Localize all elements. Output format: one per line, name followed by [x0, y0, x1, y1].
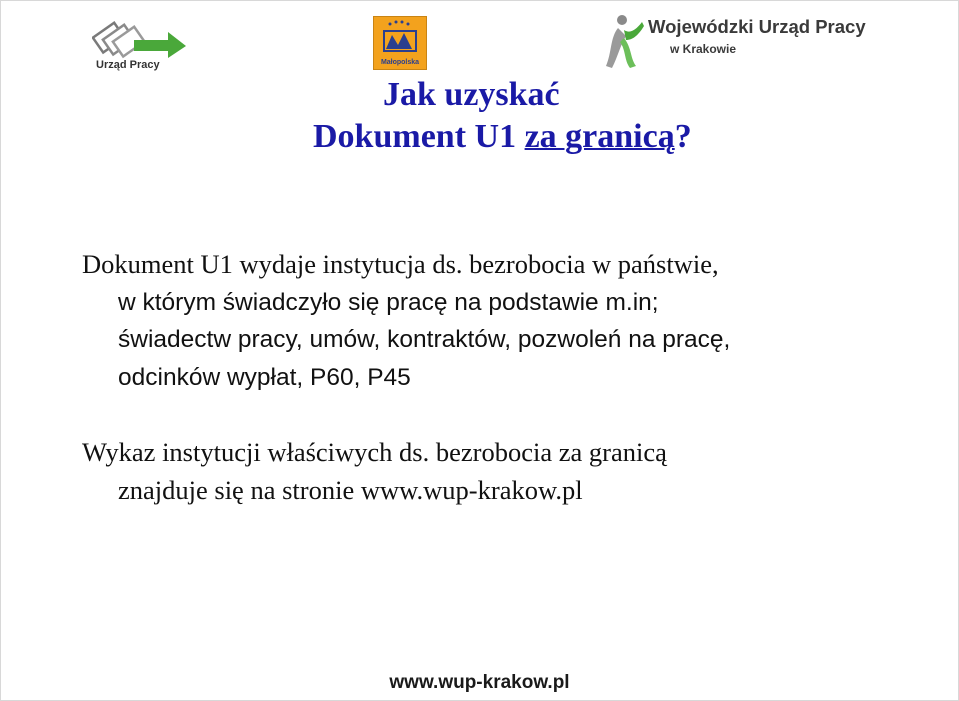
- malopolska-emblem-icon: [374, 17, 426, 57]
- urzad-pracy-caption: Urząd Pracy: [96, 59, 160, 71]
- title-underlined-text: za granicą: [524, 118, 675, 155]
- paragraph-2-line-1: Wykaz instytucji właściwych ds. bezrobocia za granicą: [82, 437, 667, 467]
- title-line-2-plain: Dokument U1: [313, 118, 525, 155]
- paragraph-1-line-2: w którym świadczyło się pracę na podstawie m.in;: [118, 288, 659, 316]
- paragraph-1-line-1: Dokument U1 wydaje instytucja ds. bezrobocia w państwie,: [82, 249, 719, 279]
- footer-website-url: www.wup-krakow.pl: [389, 672, 570, 693]
- title-line-1: Jak uzyskać: [383, 76, 560, 113]
- cards-arrow-icon: [92, 12, 192, 60]
- title-question-mark: ?: [674, 118, 692, 155]
- person-figure-icon: [600, 12, 646, 70]
- paragraph-1-line-4: odcinków wypłat, P60, P45: [118, 363, 411, 391]
- wup-logo: [600, 12, 890, 70]
- malopolska-logo: [373, 16, 427, 70]
- paragraph-issuing-institution: [82, 246, 902, 396]
- paragraph-institution-list: [82, 434, 902, 509]
- wup-name: Wojewódzki Urząd Pracy: [648, 16, 866, 37]
- malopolska-caption: Małopolska: [380, 59, 420, 66]
- paragraph-2-line-2: znajduje się na stronie www.wup-krakow.pl: [118, 474, 583, 505]
- wup-city: w Krakowie: [670, 42, 737, 56]
- title-line-2: [313, 118, 692, 156]
- paragraph-1-line-3: świadectw pracy, umów, kontraktów, pozwoleń na pracę,: [118, 326, 731, 353]
- urzad-pracy-logo: [92, 12, 192, 74]
